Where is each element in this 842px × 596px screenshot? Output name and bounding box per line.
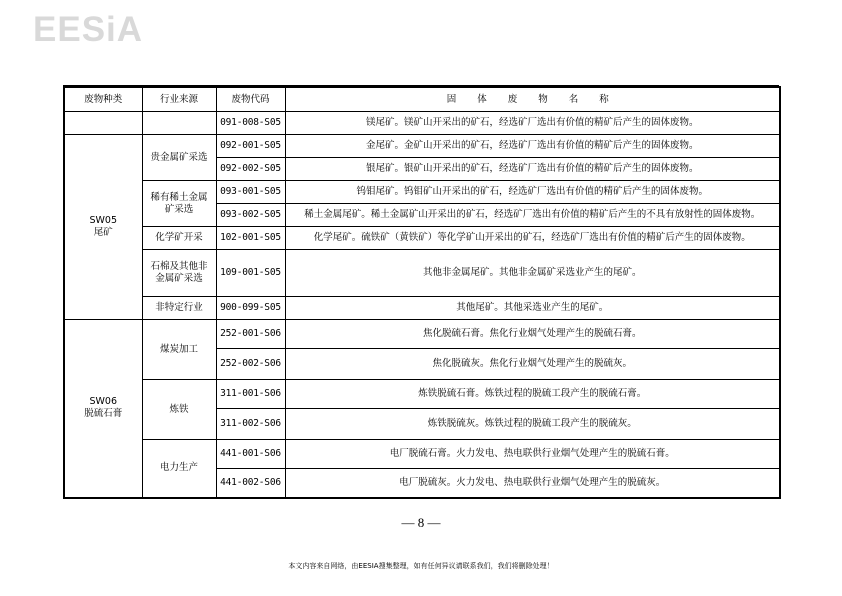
industry-source: 石棉及其他非金属矿采选 (142, 250, 216, 297)
waste-description: 焦化脱硫石膏。焦化行业烟气处理产生的脱硫石膏。 (285, 320, 780, 349)
waste-description: 炼铁脱硫石膏。炼铁过程的脱硫工段产生的脱硫石膏。 (285, 380, 780, 409)
waste-code: 102-001-S05 (216, 227, 285, 250)
industry-source: 非特定行业 (142, 297, 216, 320)
table-row (64, 297, 780, 320)
waste-code: 109-001-S05 (216, 250, 285, 297)
table-header-row (64, 87, 780, 112)
waste-description: 其他尾矿。其他采选业产生的尾矿。 (285, 297, 780, 320)
waste-description: 钨钼尾矿。钨钼矿山开采出的矿石，经选矿厂选出有价值的精矿后产生的固体废物。 (285, 181, 780, 204)
category-code: SW06 (89, 396, 117, 408)
waste-code: 311-001-S06 (216, 380, 285, 409)
header-waste-type: 废物种类 (64, 87, 142, 112)
table-row (64, 181, 780, 204)
table-row (64, 320, 780, 349)
waste-code: 092-001-S05 (216, 135, 285, 158)
table-row (64, 135, 780, 158)
waste-description: 稀土金属尾矿。稀土金属矿山开采出的矿石，经选矿厂选出有价值的精矿后产生的不具有放射性的固体废物。 (285, 204, 780, 227)
page-number: — 8 — (401, 515, 441, 530)
solid-waste-table (63, 86, 781, 499)
footer-disclaimer: 本文内容来自网络，由EESIA搜集整理，如有任何异议请联系我们，我们将删除处理！ (288, 562, 554, 570)
waste-description: 其他非金属尾矿。其他非金属矿采选业产生的尾矿。 (285, 250, 780, 297)
category-cell-empty (64, 112, 142, 135)
category-cell-sw06 (64, 320, 142, 498)
waste-code: 093-001-S05 (216, 181, 285, 204)
industry-source: 炼铁 (142, 380, 216, 440)
category-code: SW05 (89, 215, 117, 226)
category-name: 尾矿 (93, 227, 113, 238)
table-row (64, 440, 780, 469)
header-waste-name: 固 体 废 物 名 称 (285, 87, 780, 112)
waste-description: 焦化脱硫灰。焦化行业烟气处理产生的脱硫灰。 (285, 349, 780, 380)
eesia-logo-watermark: EESiA (33, 10, 144, 49)
waste-code: 093-002-S05 (216, 204, 285, 227)
header-industry-source: 行业来源 (142, 87, 216, 112)
waste-code: 092-002-S05 (216, 158, 285, 181)
industry-source: 化学矿开采 (142, 227, 216, 250)
table-row (64, 112, 780, 135)
table-row (64, 250, 780, 297)
waste-code: 900-099-S05 (216, 297, 285, 320)
category-cell-sw05 (64, 135, 142, 320)
waste-description: 电厂脱硫灰。火力发电、热电联供行业烟气处理产生的脱硫灰。 (285, 469, 780, 498)
waste-code: 252-002-S06 (216, 349, 285, 380)
waste-code: 091-008-S05 (216, 112, 285, 135)
industry-source: 贵金属矿采选 (142, 135, 216, 181)
table-row (64, 227, 780, 250)
industry-source: 稀有稀土金属矿采选 (142, 181, 216, 227)
waste-code: 441-002-S06 (216, 469, 285, 498)
waste-description: 电厂脱硫石膏。火力发电、热电联供行业烟气处理产生的脱硫石膏。 (285, 440, 780, 469)
waste-code: 252-001-S06 (216, 320, 285, 349)
waste-description: 镁尾矿。镁矿山开采出的矿石，经选矿厂选出有价值的精矿后产生的固体废物。 (285, 112, 780, 135)
industry-source: 煤炭加工 (142, 320, 216, 380)
category-name: 脱硫石膏 (84, 408, 123, 420)
header-waste-code: 废物代码 (216, 87, 285, 112)
table-row (64, 380, 780, 409)
waste-description: 化学尾矿。硫铁矿（黄铁矿）等化学矿山开采出的矿石，经选矿厂选出有价值的精矿后产生的固体废物。 (285, 227, 780, 250)
waste-description: 金尾矿。金矿山开采出的矿石，经选矿厂选出有价值的精矿后产生的固体废物。 (285, 135, 780, 158)
waste-description: 炼铁脱硫灰。炼铁过程的脱硫工段产生的脱硫灰。 (285, 409, 780, 440)
source-cell-empty (142, 112, 216, 135)
industry-source: 电力生产 (142, 440, 216, 498)
waste-code: 441-001-S06 (216, 440, 285, 469)
waste-code: 311-002-S06 (216, 409, 285, 440)
waste-description: 银尾矿。银矿山开采出的矿石，经选矿厂选出有价值的精矿后产生的固体废物。 (285, 158, 780, 181)
